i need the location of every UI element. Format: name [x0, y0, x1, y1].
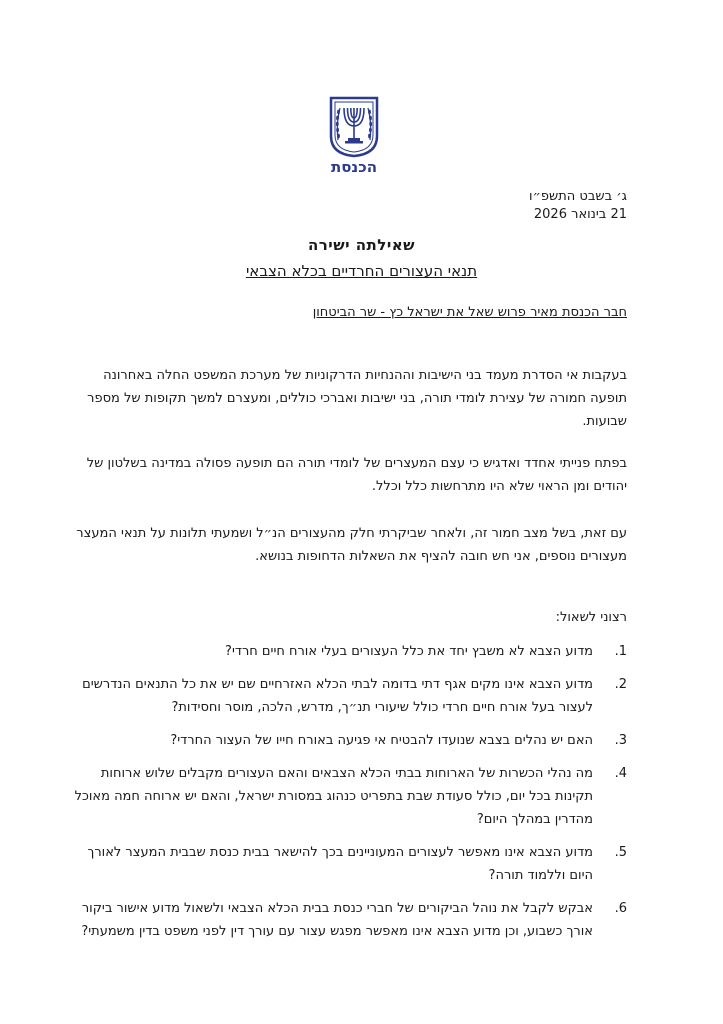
gregorian-date: 21 בינואר 2026	[533, 207, 627, 222]
paragraph-1: בעקבות אי הסדרת מעמד בני הישיבות וההנחיות הדרקוניות של מערכת המשפט החלה באחרונה תופעה חמורה של עצירת לומדי תורה, בני ישיבות ואברכי כוללים, ומעצרם למשך תקופות של מספר שבועות.	[87, 368, 627, 429]
question-item	[67, 729, 627, 752]
date-block	[407, 188, 627, 224]
hebrew-date: ג׳ בשבט התשפ״ו	[529, 189, 627, 204]
menorah-emblem-icon	[327, 96, 381, 158]
question-text: אבקש לקבל את נוהל הביקורים של חברי כנסת בבית הכלא הצבאי ולשאול מדוע אישור ביקור אורך כשבוע, וכן מדוע הצבא אינו מאפשר מפגש עצור עם עורך דין לפני משפט בדין משמעתי?	[81, 901, 593, 939]
ask-label: רצוני לשאול:	[555, 610, 627, 625]
questions-list	[67, 640, 627, 953]
document-subtitle: תנאי העצורים החרדיים בכלא הצבאי	[245, 262, 478, 280]
question-text: מדוע הצבא אינו מקים אגף דתי בדומה לבתי הכלא האזרחיים שם יש את כל התנאים הנדרשים לעצור בעל אורח חיים חרדי כולל שיעורי תנ״ך, מדרש, הלכה, מוסר וחסידות?	[82, 677, 593, 715]
question-item	[67, 640, 627, 663]
question-item	[67, 762, 627, 831]
question-text: מדוע הצבא אינו מאפשר לעצורים המעוניינים בכך להישאר בבית כנסת שבבית המעצר לאורך היום וללמוד תורה?	[87, 845, 593, 883]
question-item	[67, 841, 627, 887]
addressee-line: חבר הכנסת מאיר פרוש שאל את ישראל כץ - שר הביטחון	[312, 305, 627, 320]
question-text: מדוע הצבא לא משבץ יחד את כלל העצורים בעלי אורח חיים חרדי?	[225, 644, 593, 659]
knesset-emblem	[327, 96, 381, 176]
question-number: 3.	[614, 733, 627, 748]
question-item	[67, 673, 627, 719]
question-number: 2.	[614, 677, 627, 692]
knesset-label: הכנסת	[330, 158, 378, 176]
question-text: האם יש נהלים בצבא שנועדו להבטיח אי פגיעה באורח חייו של העצור החרדי?	[170, 733, 593, 748]
paragraph-3: עם זאת, בשל מצב חמור זה, ולאחר שביקרתי חלק מהעצורים הנ״ל ושמעתי תלונות על תנאי המעצר מעצורים נוספים, אני חש חובה להציף את השאלות הדחופות בנושא.	[76, 526, 627, 564]
question-number: 4.	[614, 766, 627, 781]
question-number: 6.	[614, 901, 627, 916]
question-number: 5.	[614, 845, 627, 860]
question-item	[67, 897, 627, 943]
paragraph-2: בפתח פנייתי אחדד ואדגיש כי עצם המעצרים של לומדי תורה הם תופעה פסולה במדינה בשלטון של יהודים ומן הראוי שלא היו מתרחשות כלל וכלל.	[86, 456, 627, 494]
document-title: שאילתה ישירה	[307, 236, 416, 254]
question-number: 1.	[614, 644, 627, 659]
question-text: מה נהלי הכשרות של הארוחות בבתי הכלא הצבאים והאם העצורים מקבלים שלוש ארוחות תקינות בכל יום, כולל סעודת שבת בתפריט כנהוג במסורת ישראל, והאם יש ארוחה חמה מאוכל מהדרין במהלך היום?	[74, 766, 593, 827]
